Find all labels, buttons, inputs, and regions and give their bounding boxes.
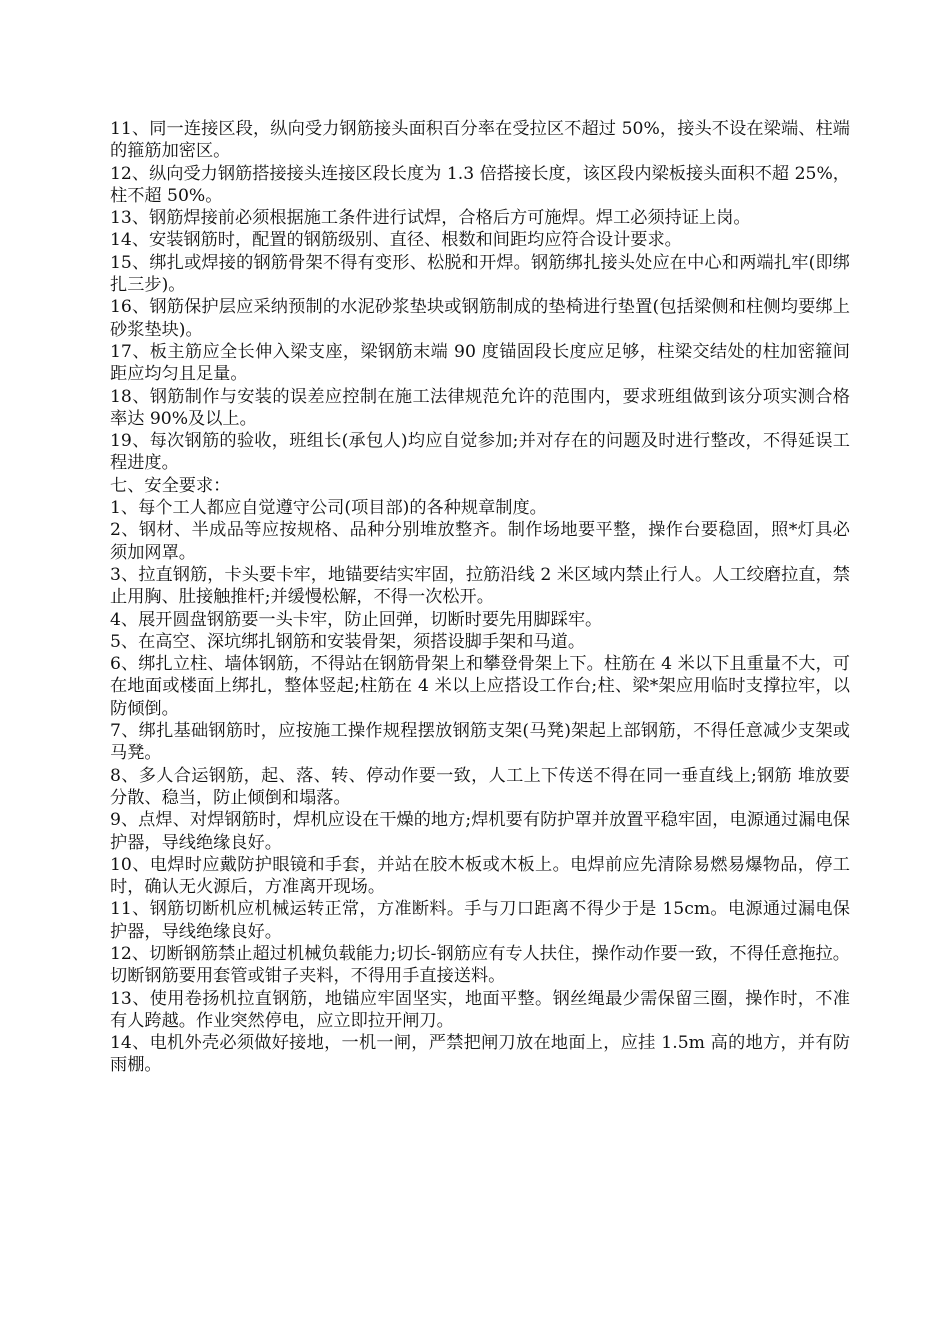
paragraph-safety-7: 7、绑扎基础钢筋时，应按施工操作规程摆放钢筋支架(马凳)架起上部钢筋，不得任意减少支架或马凳。: [110, 721, 850, 764]
paragraph-steel-18: 18、钢筋制作与安装的误差应控制在施工法律规范允许的范围内，要求班组做到该分项实测合格率达 90%及以上。: [110, 386, 850, 429]
paragraph-safety-12: 12、切断钢筋禁止超过机械负载能力;切长-钢筋应有专人扶住，操作动作要一致，不得任意拖拉。切断钢筋要用套管或钳子夹料，不得用手直接送料。: [110, 943, 850, 987]
paragraph-steel-15: 15、绑扎或焊接的钢筋骨架不得有变形、松脱和开焊。钢筋绑扎接头处应在中心和两端扎牢(即绑扎三步)。: [110, 252, 850, 296]
paragraph-steel-17: 17、板主筋应全长伸入梁支座，梁钢筋末端 90 度锚固段长度应足够，柱梁交结处的柱加密箍间距应均匀且足量。: [110, 341, 850, 385]
section-heading-safety: 七、安全要求：: [110, 475, 231, 496]
paragraph-safety-2: 2、钢材、半成品等应按规格、品种分别堆放整齐。制作场地要平整，操作台要稳固，照*灯具必须加网罩。: [110, 520, 850, 563]
paragraph-steel-14: 14、安装钢筋时，配置的钢筋级别、直径、根数和间距均应符合设计要求。: [110, 230, 682, 251]
paragraph-steel-19: 19、每次钢筋的验收，班组长(承包人)均应自觉参加;并对存在的问题及时进行整改，不得延误工程进度。: [110, 431, 850, 474]
paragraph-safety-1: 1、每个工人都应自觉遵守公司(项目部)的各种规章制度。: [110, 498, 547, 519]
paragraph-steel-11: 11、同一连接区段，纵向受力钢筋接头面积百分率在受拉区不超过 50%，接头不设在梁端、柱端的箍筋加密区。: [110, 119, 850, 162]
paragraph-safety-4: 4、展开圆盘钢筋要一头卡牢，防止回弹，切断时要先用脚踩牢。: [110, 609, 603, 630]
paragraph-safety-9: 9、点焊、对焊钢筋时，焊机应设在干燥的地方;焊机要有防护罩并放置平稳牢固，电源通过漏电保护器，导线绝缘良好。: [110, 810, 850, 853]
paragraph-steel-13: 13、钢筋焊接前必须根据施工条件进行试焊，合格后方可施焊。焊工必须持证上岗。: [110, 208, 751, 229]
paragraph-safety-14: 14、电机外壳必须做好接地，一机一闸，严禁把闸刀放在地面上，应挂 1.5m 高的地方，并有防雨棚。: [110, 1033, 850, 1076]
paragraph-safety-8: 8、多人合运钢筋，起、落、转、停动作要一致，人工上下传送不得在同一垂直线上;钢筋 堆放要分散、稳当，防止倾倒和塌落。: [110, 765, 850, 808]
paragraph-safety-5: 5、在高空、深坑绑扎钢筋和安装骨架，须搭设脚手架和马道。: [110, 631, 586, 652]
document-body: [110, 118, 850, 1077]
paragraph-safety-3: 3、拉直钢筋，卡头要卡牢，地锚要结实牢固，拉筋沿线 2 米区域内禁止行人。人工绞磨拉直，禁止用胸、肚接触推杆;并缓慢松解，不得一次松开。: [110, 564, 850, 608]
paragraph-safety-10: 10、电焊时应戴防护眼镜和手套，并站在胶木板或木板上。电焊前应先清除易燃易爆物品，停工时，确认无火源后，方准离开现场。: [110, 854, 850, 898]
paragraph-steel-12: 12、纵向受力钢筋搭接接头连接区段长度为 1.3 倍搭接长度，该区段内梁板接头面积不超 25%，柱不超 50%。: [110, 163, 850, 206]
paragraph-safety-6: 6、绑扎立柱、墙体钢筋，不得站在钢筋骨架上和攀登骨架上下。柱筋在 4 米以下且重量不大，可在地面或楼面上绑扎，整体竖起;柱筋在 4 米以上应搭设工作台;柱、梁*架应用临时支撑拉牢，以防倾倒。: [110, 654, 850, 719]
paragraph-steel-16: 16、钢筋保护层应采纳预制的水泥砂浆垫块或钢筋制成的垫椅进行垫置(包括梁侧和柱侧均要绑上砂浆垫块)。: [110, 297, 850, 340]
paragraph-safety-11: 11、钢筋切断机应机械运转正常，方准断料。手与刀口距离不得少于是 15cm。电源通过漏电保护器，导线绝缘良好。: [110, 899, 850, 942]
paragraph-safety-13: 13、使用卷扬机拉直钢筋，地锚应牢固坚实，地面平整。钢丝绳最少需保留三圈，操作时，不准有人跨越。作业突然停电，应立即拉开闸刀。: [110, 988, 850, 1031]
